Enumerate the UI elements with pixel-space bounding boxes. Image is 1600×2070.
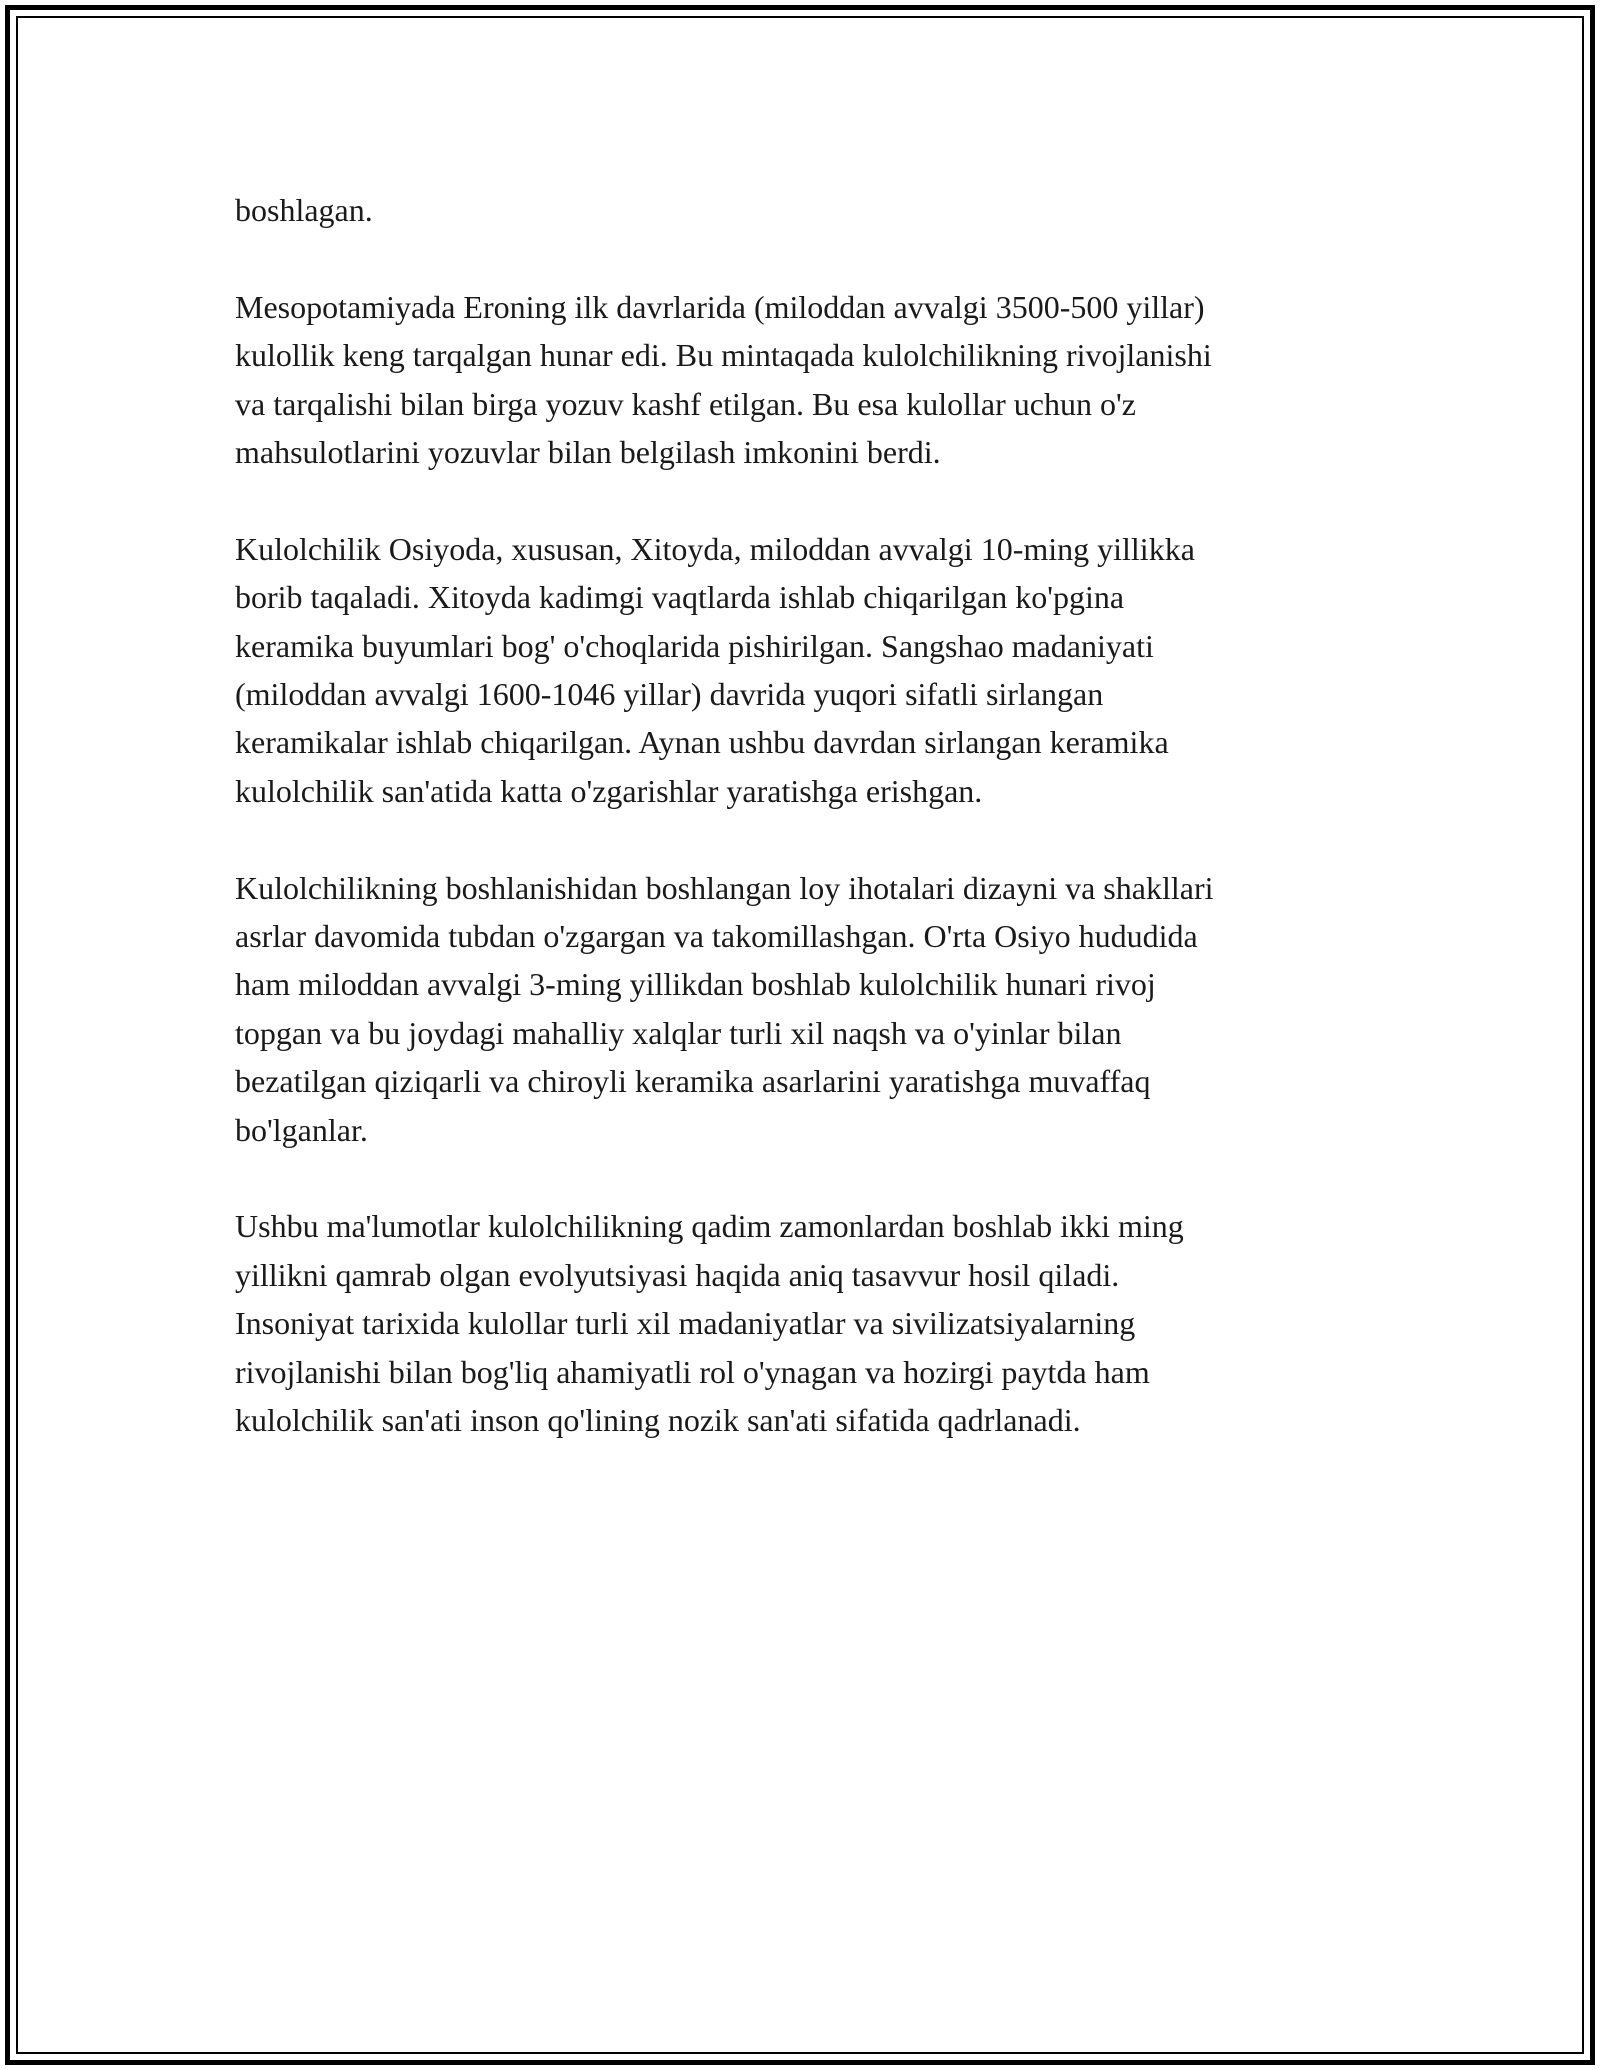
paragraph-5: Ushbu ma'lumotlar kulolchilikning qadim zamonlardan boshlab ikki ming yillikni qamrab olgan evolyutsiyasi haqida aniq tasavvur hosil qiladi. Insoniyat tarixida kulollar turli xil madaniyatlar va sivilizatsiyalarning rivojlanishi bilan bog'liq ahamiyatli rol o'ynagan va hozirgi paytda ham kulolchilik san'ati inson qo'lining nozik san'ati sifatida qadrlanadi. xyxy=(235,1208,1184,1439)
document-body xyxy=(235,186,1375,1493)
paragraph-3: Kulolchilik Osiyoda, xususan, Xitoyda, miloddan avvalgi 10-ming yillikka borib taqaladi. Xitoyda kadimgi vaqtlarda ishlab chiqarilgan ko'pgina keramika buyumlari bog' o'choqlarida pishirilgan. Sangshao madaniyati (miloddan avvalgi 1600-1046 yillar) davrida yuqori sifatli sirlangan keramikalar ishlab chiqarilgan. Aynan ushbu davrdan sirlangan keramika kulolchilik san'atida katta o'zgarishlar yaratishga erishgan. xyxy=(235,530,1195,809)
paragraph-2: Mesopotamiyada Eroning ilk davrlarida (miloddan avvalgi 3500-500 yillar) kulollik keng tarqalgan hunar edi. Bu mintaqada kulolchilikning rivojlanishi va tarqalishi bilan birga yozuv kashf etilgan. Bu esa kulollar uchun o'z mahsulotlarini yozuvlar bilan belgilash imkonini berdi. xyxy=(235,288,1212,471)
paragraph-1: boshlagan. xyxy=(235,192,373,228)
paragraph-4: Kulolchilikning boshlanishidan boshlangan loy ihotalari dizayni va shakllari asrlar davomida tubdan o'zgargan va takomillashgan. O'rta Osiyo hududida ham miloddan avvalgi 3-ming yillikdan boshlab kulolchilik hunari rivoj topgan va bu joydagi mahalliy xalqlar turli xil naqsh va o'yinlar bilan bezatilgan qiziqarli va chiroyli keramika asarlarini yaratishga muvaffaq bo'lganlar. xyxy=(235,869,1214,1148)
